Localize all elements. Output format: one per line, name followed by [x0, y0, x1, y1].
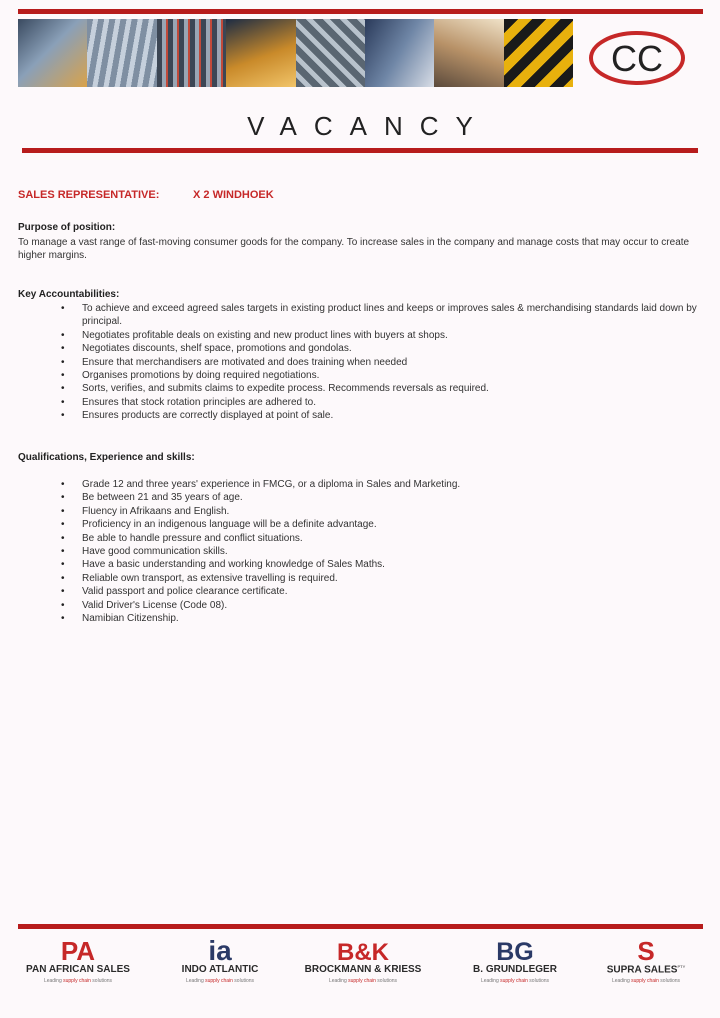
banner-handshake-image: [434, 19, 503, 87]
banner-building-image: [365, 19, 434, 87]
brand-pan-african-sales: [8, 934, 148, 984]
brand-tagline: Leading supply chain solutions: [611, 978, 681, 985]
list-item: • Be between 21 and 35 years of age.: [82, 491, 697, 504]
brockmann-kriess-logo-icon: [293, 934, 433, 962]
list-item: • Sorts, verifies, and submits claims to expedite process. Recommends reversals as required.: [82, 382, 697, 395]
brand-name: INDO ATLANTIC: [181, 964, 259, 975]
banner-chevron-image: [504, 19, 573, 87]
top-divider: [18, 9, 703, 14]
list-item: • Reliable own transport, as extensive travelling is required.: [82, 572, 697, 585]
qualifications-list: [82, 478, 697, 625]
position-location: X 2 WINDHOEK: [193, 189, 274, 201]
list-item: • Ensures that stock rotation principles are adhered to.: [82, 396, 697, 409]
brand-tagline: Leading supply chain solutions: [43, 978, 113, 984]
logo-text: CC: [611, 38, 663, 79]
list-item: • Organises promotions by doing required negotiations.: [82, 369, 697, 382]
list-item: • To achieve and exceed agreed sales targets in existing product lines and keeps or improves sales & merchandising standards laid down by principal.: [82, 302, 697, 329]
title-divider: [22, 148, 698, 153]
page-title: VACANCY: [247, 111, 490, 141]
list-item: • Proficiency in an indigenous language will be a definite advantage.: [82, 518, 697, 531]
list-item: • Have good communication skills.: [82, 545, 697, 558]
brand-supra-sales: [576, 934, 716, 984]
purpose-heading: Purpose of position:: [18, 222, 116, 233]
banner-truck-image: [18, 19, 87, 87]
brand-brockmann-kriess: [293, 934, 433, 984]
purpose-text: To manage a vast range of fast-moving consumer goods for the company. To increase sales in the company and manage costs that may occur to create higher margins.: [18, 237, 690, 261]
qualifications-heading: Qualifications, Experience and skills:: [18, 452, 195, 463]
banner-pallets-image: [87, 19, 156, 87]
banner-machinery-image: [296, 19, 365, 87]
list-item: • Namibian Citizenship.: [82, 612, 697, 625]
list-item: • Grade 12 and three years' experience in FMCG, or a diploma in Sales and Marketing.: [82, 478, 697, 491]
brand-tagline: Leading supply chain solutions: [480, 978, 550, 984]
svg-text:B&K: B&K: [337, 939, 389, 962]
brand-indo-atlantic: [150, 934, 290, 984]
list-item: • Have a basic understanding and working knowledge of Sales Maths.: [82, 558, 697, 571]
footer-brands: [0, 934, 720, 994]
brand-name: BROCKMANN & KRIESS: [304, 964, 422, 975]
brand-tagline: Leading supply chain solutions: [328, 978, 398, 984]
svg-text:S: S: [637, 936, 655, 962]
company-logo: [588, 30, 686, 86]
svg-text:ia: ia: [208, 935, 232, 962]
indo-atlantic-logo-icon: [150, 934, 290, 962]
brand-name: PAN AFRICAN SALES: [26, 964, 130, 975]
brand-b-grundleger: [445, 934, 585, 984]
list-item: • Fluency in Afrikaans and English.: [82, 505, 697, 518]
list-item: • Be able to handle pressure and conflict situations.: [82, 532, 697, 545]
list-item: • Valid passport and police clearance certificate.: [82, 585, 697, 598]
list-item: • Valid Driver's License (Code 08).: [82, 599, 697, 612]
banner-port-image: [226, 19, 295, 87]
brand-suffix: PTY: [677, 964, 686, 969]
brand-name: B. GRUNDLEGER: [473, 964, 557, 975]
svg-text:BG: BG: [496, 938, 534, 962]
brand-name: SUPRA $SALES^{PTY}$: [606, 964, 686, 976]
footer-divider: [18, 924, 703, 929]
accountabilities-list: [82, 302, 697, 423]
accountabilities-heading: Key Accountabilities:: [18, 289, 120, 300]
svg-text:PA: PA: [60, 936, 96, 962]
supra-sales-logo-icon: [576, 934, 716, 962]
list-item: • Negotiates profitable deals on existing and new product lines with buyers at shops.: [82, 329, 697, 342]
list-item: • Negotiates discounts, shelf space, promotions and gondolas.: [82, 342, 697, 355]
position-title: SALES REPRESENTATIVE:: [18, 189, 160, 201]
list-item: • Ensures products are correctly displayed at point of sale.: [82, 409, 697, 422]
banner-warehouse-image: [157, 19, 226, 87]
header-banner-image: [18, 19, 573, 87]
b-grundleger-logo-icon: [445, 934, 585, 962]
list-item: • Ensure that merchandisers are motivated and does training when needed: [82, 356, 697, 369]
pan-african-sales-logo-icon: [8, 934, 148, 962]
brand-tagline: Leading supply chain solutions: [185, 978, 255, 984]
